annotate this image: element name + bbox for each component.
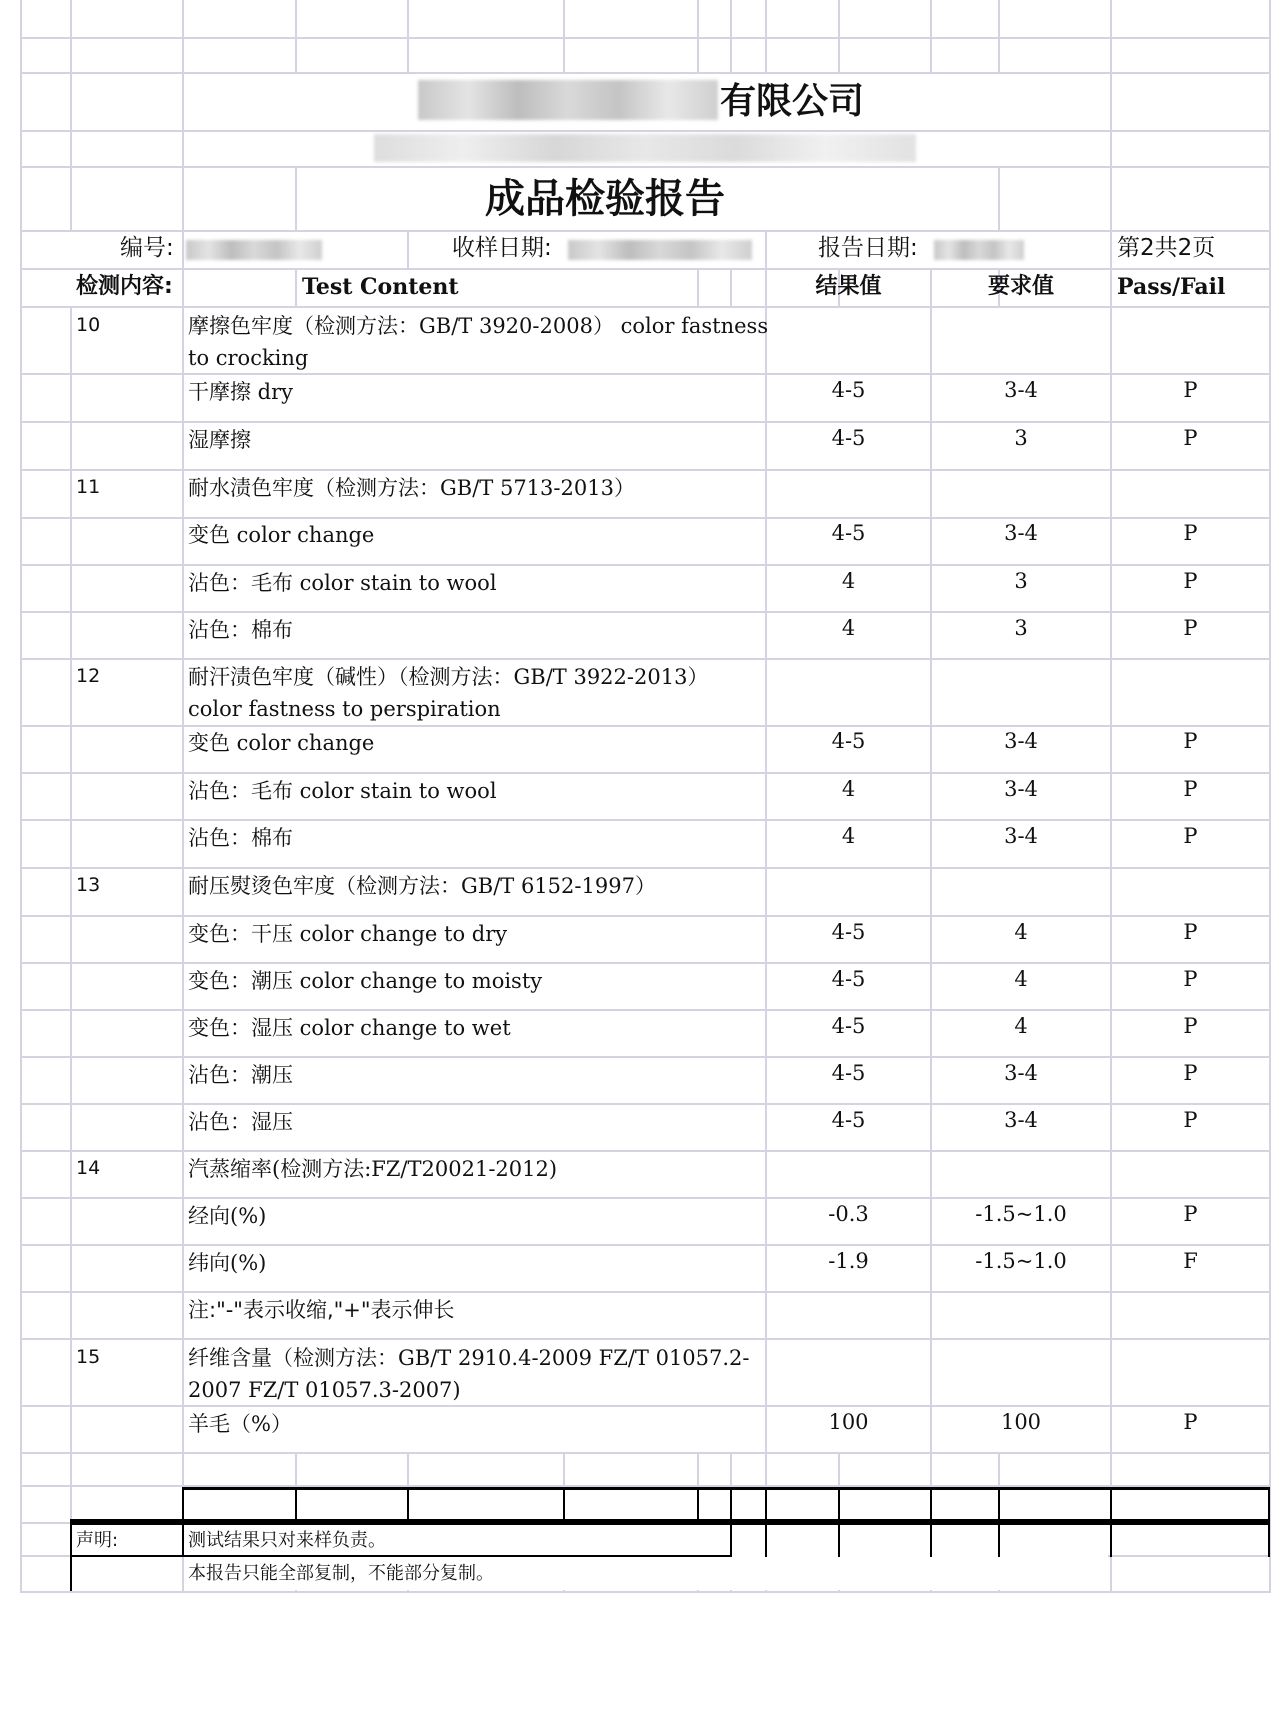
item-description: 纤维含量（检测方法：GB/T 2910.4-2009 FZ/T 01057.2-: [188, 1346, 750, 1370]
statement-line-2: 本报告只能全部复制，不能部分复制。: [188, 1563, 494, 1584]
sample-date-label: 收样日期:: [452, 235, 552, 261]
item-description: 耐压熨烫色牢度（检测方法：GB/T 6152-1997）: [188, 874, 656, 898]
requirement-value: 4: [1014, 967, 1028, 991]
result-value: 4-5: [831, 920, 866, 944]
col-header-result: 结果值: [815, 274, 882, 299]
pass-fail-value: P: [1183, 521, 1198, 545]
result-value: 4-5: [831, 1014, 866, 1038]
item-description: 干摩擦 dry: [188, 380, 294, 404]
requirement-value: 3-4: [1004, 1108, 1038, 1132]
item-number: 15: [76, 1346, 101, 1368]
item-description-line2: 2007 FZ/T 01057.3-2007): [188, 1378, 461, 1402]
result-value: 4-5: [831, 378, 866, 402]
requirement-value: 3: [1014, 616, 1028, 640]
page-info: 第2共2页: [1117, 235, 1216, 261]
redacted-report-date: [934, 240, 1024, 260]
item-number: 14: [76, 1157, 101, 1179]
requirement-value: 3-4: [1004, 729, 1038, 753]
item-description: 变色 color change: [188, 731, 375, 755]
result-value: 4: [841, 777, 856, 801]
item-description: 摩擦色牢度（检测方法：GB/T 3920-2008） color fastness: [188, 314, 769, 338]
col-header-content-en: Test Content: [302, 274, 459, 300]
item-description: 羊毛（%）: [188, 1412, 292, 1436]
pass-fail-value: P: [1183, 426, 1198, 450]
requirement-value: -1.5~1.0: [975, 1249, 1067, 1273]
item-description: 湿摩擦: [188, 428, 251, 452]
item-description: 变色：干压 color change to dry: [188, 922, 508, 946]
item-description: 汽蒸缩率(检测方法:FZ/T20021-2012): [188, 1157, 558, 1181]
redacted-company-address: [374, 134, 916, 162]
result-value: -0.3: [828, 1202, 869, 1226]
item-number: 10: [76, 314, 101, 336]
pass-fail-value: P: [1183, 378, 1198, 402]
result-value: 4: [841, 569, 856, 593]
result-value: 4-5: [831, 1108, 866, 1132]
requirement-value: 4: [1014, 1014, 1028, 1038]
result-value: -1.9: [828, 1249, 869, 1273]
result-value: 4-5: [831, 426, 866, 450]
item-number: 11: [76, 476, 101, 498]
result-value: 4-5: [831, 1061, 866, 1085]
result-value: 4-5: [831, 729, 866, 753]
redacted-sample-date: [568, 240, 752, 260]
pass-fail-value: P: [1183, 1108, 1198, 1132]
requirement-value: 100: [1000, 1410, 1042, 1434]
requirement-value: 3-4: [1004, 777, 1038, 801]
pass-fail-value: P: [1183, 1061, 1198, 1085]
pass-fail-value: P: [1183, 1014, 1198, 1038]
pass-fail-value: P: [1183, 616, 1198, 640]
pass-fail-value: P: [1183, 777, 1198, 801]
pass-fail-value: P: [1183, 1410, 1198, 1434]
item-description: 沾色：棉布: [188, 618, 293, 642]
pass-fail-value: P: [1183, 967, 1198, 991]
result-value: 4: [841, 616, 856, 640]
requirement-value: 3-4: [1004, 521, 1038, 545]
pass-fail-value: P: [1183, 569, 1198, 593]
col-header-pass-fail: Pass/Fail: [1117, 274, 1226, 300]
statement-label: 声明:: [76, 1530, 119, 1551]
item-description: 耐汗渍色牢度（碱性）（检测方法：GB/T 3922-2013）: [188, 665, 709, 689]
pass-fail-value: P: [1183, 920, 1198, 944]
col-header-content-cn: 检测内容:: [76, 274, 173, 299]
item-description: 沾色：潮压: [188, 1063, 293, 1087]
report-title: 成品检验报告: [485, 176, 725, 222]
requirement-value: 3-4: [1004, 378, 1038, 402]
item-description: 经向(%): [188, 1204, 267, 1228]
report-date-label: 报告日期:: [818, 235, 918, 261]
result-value: 4: [841, 824, 856, 848]
pass-fail-value: P: [1183, 824, 1198, 848]
item-number: 13: [76, 874, 101, 896]
item-description: 沾色：毛布 color stain to wool: [188, 571, 497, 595]
item-description: 注:"-"表示收缩,"+"表示伸长: [188, 1298, 455, 1322]
item-description-line2: to crocking: [188, 346, 309, 370]
item-description: 变色：潮压 color change to moisty: [188, 969, 543, 993]
col-header-requirement: 要求值: [987, 274, 1054, 299]
item-description: 耐水渍色牢度（检测方法：GB/T 5713-2013）: [188, 476, 635, 500]
item-description: 沾色：湿压: [188, 1110, 293, 1134]
requirement-value: -1.5~1.0: [975, 1202, 1067, 1226]
requirement-value: 3-4: [1004, 824, 1038, 848]
result-value: 100: [828, 1410, 869, 1434]
statement-line-1: 测试结果只对来样负责。: [188, 1530, 386, 1551]
result-value: 4-5: [831, 967, 866, 991]
pass-fail-value: P: [1183, 1202, 1198, 1226]
requirement-value: 3: [1014, 426, 1028, 450]
requirement-value: 4: [1014, 920, 1028, 944]
redacted-company-name: [418, 80, 718, 120]
item-description: 变色：湿压 color change to wet: [188, 1016, 511, 1040]
item-description: 沾色：棉布: [188, 826, 293, 850]
report-number-label: 编号:: [120, 235, 174, 261]
pass-fail-value: P: [1183, 729, 1198, 753]
company-name-suffix: 有限公司: [720, 81, 865, 122]
item-description: 纬向(%): [188, 1251, 267, 1275]
redacted-report-number: [186, 240, 322, 260]
requirement-value: 3-4: [1004, 1061, 1038, 1085]
result-value: 4-5: [831, 521, 866, 545]
item-description: 变色 color change: [188, 523, 375, 547]
item-description: 沾色：毛布 color stain to wool: [188, 779, 497, 803]
pass-fail-value: F: [1183, 1249, 1198, 1273]
requirement-value: 3: [1014, 569, 1028, 593]
item-description-line2: color fastness to perspiration: [188, 697, 501, 721]
item-number: 12: [76, 665, 101, 687]
